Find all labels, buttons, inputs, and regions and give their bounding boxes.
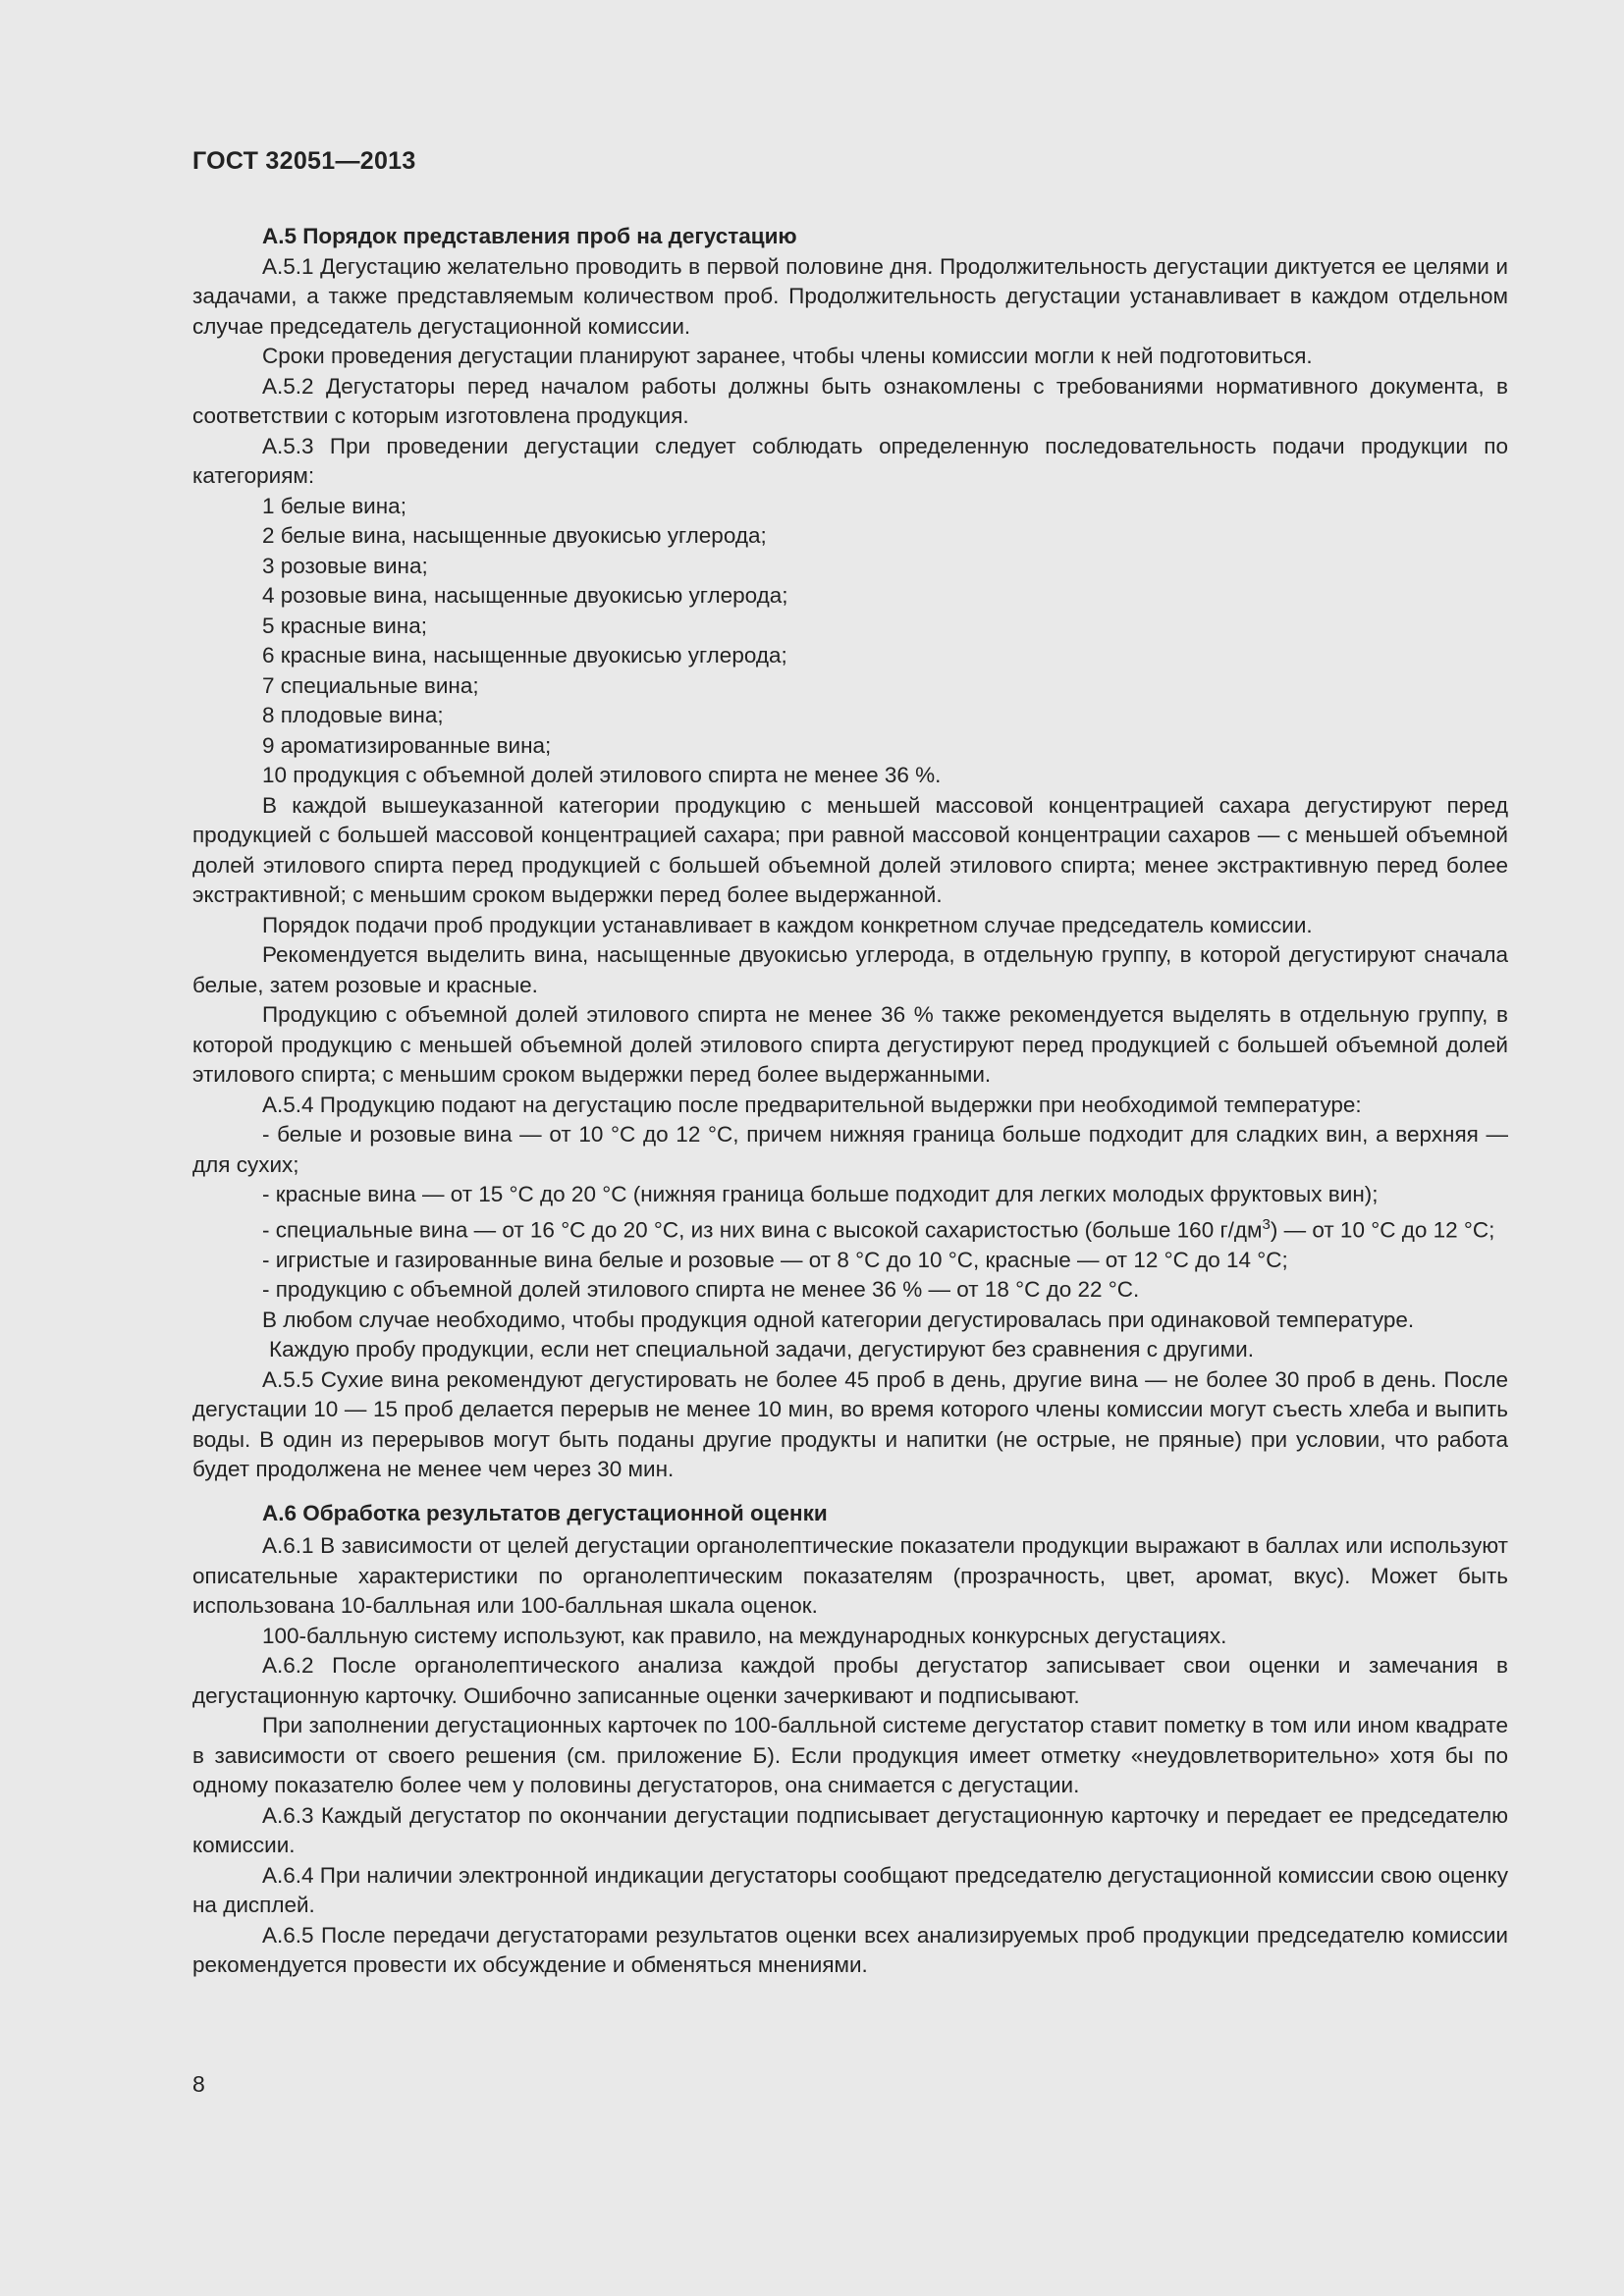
temperature-item: - продукцию с объемной долей этилового спирта не менее 36 % — от 18 °С до 22 °С. — [262, 1277, 1140, 1302]
paragraph-a6-4: А.6.4 При наличии электронной индикации дегустаторы сообщают председателю дегустационной комиссии свою оценку на дисплей. — [192, 1862, 1508, 1917]
paragraph: Каждую пробу продукции, если нет специальной задачи, дегустируют без сравнения с другими. — [269, 1337, 1254, 1362]
section-a6-title: А.6 Обработка результатов дегустационной оценки — [262, 1500, 828, 1525]
paragraph-a6-2: А.6.2 После органолептического анализа каждой пробы дегустатор записывает свои оценки и замечания в дегустационную карточку. Ошибочно записанные оценки зачеркивают и подписывают. — [192, 1653, 1508, 1708]
temperature-text: ) — от 10 °С до 12 °С; — [1270, 1217, 1495, 1242]
category-list-item: 1 белые вина; — [262, 493, 406, 518]
paragraph-a6-3: А.6.3 Каждый дегустатор по окончании дегустации подписывает дегустационную карточку и передает ее председателю комиссии. — [192, 1802, 1508, 1857]
temperature-item: - белые и розовые вина — от 10 °С до 12 °С, причем нижняя граница больше подходит для сладких вин, а верхняя — для сухих; — [192, 1122, 1508, 1177]
temperature-text: - специальные вина — от 16 °С до 20 °С, из них вина с высокой сахаристостью (больше 160 г/дм — [262, 1217, 1263, 1242]
paragraph: При заполнении дегустационных карточек по 100-балльной системе дегустатор ставит пометку в том или ином квадрате в зависимости от своего решения (см. приложение Б). Если продукция имеет отметку «неудовлетворительно» хотя бы по одному показателю более чем у половины дегустаторов, она снимается с дегустации. — [192, 1713, 1508, 1797]
category-list-item: 5 красные вина; — [262, 613, 427, 638]
paragraph-a6-1: А.6.1 В зависимости от целей дегустации органолептические показатели продукции выражают в баллах или используют описательные характеристики по органолептическим показателям (прозрачность, цвет, аромат, вкус). Может быть использована 10-балльная или 100-балльная шкала оценок. — [192, 1533, 1508, 1618]
category-list-item: 9 ароматизированные вина; — [262, 732, 552, 758]
category-list-item: 3 розовые вина; — [262, 553, 428, 578]
document-body — [192, 222, 1508, 1981]
paragraph: Рекомендуется выделить вина, насыщенные двуокисью углерода, в отдельную группу, в которой дегустируют сначала белые, затем розовые и красные. — [192, 942, 1508, 997]
paragraph: Сроки проведения дегустации планируют заранее, чтобы члены комиссии могли к ней подготовиться. — [262, 344, 1313, 368]
superscript: 3 — [1262, 1215, 1271, 1233]
category-list-item: 7 специальные вина; — [262, 672, 479, 698]
temperature-item — [192, 1210, 1508, 1246]
paragraph-a5-5: А.5.5 Сухие вина рекомендуют дегустировать не более 45 проб в день, другие вина — не более 30 проб в день. После дегустации 10 — 15 проб делается перерыв не менее 10 мин, во время которого члены комиссии могут съесть хлеба и выпить воды. В один из перерывов могут быть поданы другие продукты и напитки (не острые, не пряные) при условии, что работа будет продолжена не менее чем через 30 мин. — [192, 1366, 1508, 1481]
category-list-item: 8 плодовые вина; — [262, 703, 444, 727]
temperature-item: - игристые и газированные вина белые и розовые — от 8 °С до 10 °С, красные — от 12 °С до 14 °С; — [262, 1247, 1288, 1272]
paragraph-a5-2: А.5.2 Дегустаторы перед началом работы должны быть ознакомлены с требованиями нормативного документа, в соответствии с которым изготовлена продукция. — [192, 373, 1508, 428]
category-list-item: 10 продукция с объемной долей этилового спирта не менее 36 %. — [262, 763, 942, 787]
paragraph-a5-4: А.5.4 Продукцию подают на дегустацию после предварительной выдержки при необходимой температуре: — [262, 1092, 1362, 1117]
page-number: 8 — [192, 2071, 205, 2097]
paragraph-a5-1: А.5.1 Дегустацию желательно проводить в первой половине дня. Продолжительность дегустации диктуется ее целями и задачами, а также представляемым количеством проб. Продолжительность дегустации устанавливает в каждом отдельном случае председатель дегустационной комиссии. — [192, 253, 1508, 339]
category-list-item: 4 розовые вина, насыщенные двуокисью углерода; — [262, 583, 788, 608]
paragraph-a6-5: А.6.5 После передачи дегустаторами результатов оценки всех анализируемых проб продукции председателю комиссии рекомендуется провести их обсуждение и обменяться мнениями. — [192, 1922, 1508, 1977]
paragraph-a5-3: А.5.3 При проведении дегустации следует соблюдать определенную последовательность подачи продукции по категориям: — [192, 433, 1508, 488]
paragraph: 100-балльную систему используют, как правило, на международных конкурсных дегустациях. — [262, 1623, 1227, 1648]
paragraph: Порядок подачи проб продукции устанавливает в каждом конкретном случае председатель комиссии. — [262, 912, 1313, 937]
category-list-item: 6 красные вина, насыщенные двуокисью углерода; — [262, 643, 787, 667]
section-a5-title: А.5 Порядок представления проб на дегустацию — [262, 224, 797, 248]
temperature-item: - красные вина — от 15 °С до 20 °С (нижняя граница больше подходит для легких молодых фруктовых вин); — [262, 1182, 1379, 1206]
document-header: ГОСТ 32051—2013 — [192, 147, 416, 175]
paragraph: В каждой вышеуказанной категории продукцию с меньшей массовой концентрацией сахара дегустируют перед продукцией с большей массовой концентрацией сахара; при равной массовой концентрации сахаров — с меньшей объемной долей этилового спирта перед продукцией с большей объемной долей этилового спирта; менее экстрактивную перед более экстрактивной; с меньшим сроком выдержки перед более выдержанной. — [192, 792, 1508, 907]
category-list-item: 2 белые вина, насыщенные двуокисью углерода; — [262, 523, 767, 548]
paragraph: Продукцию с объемной долей этилового спирта не менее 36 % также рекомендуется выделять в отдельную группу, в которой продукцию с меньшей объемной долей этилового спирта дегустируют перед продукцией с большей объемной долей этилового спирта; с меньшим сроком выдержки перед более выдержанными. — [192, 1002, 1508, 1087]
paragraph: В любом случае необходимо, чтобы продукция одной категории дегустировалась при одинаковой температуре. — [262, 1307, 1415, 1332]
